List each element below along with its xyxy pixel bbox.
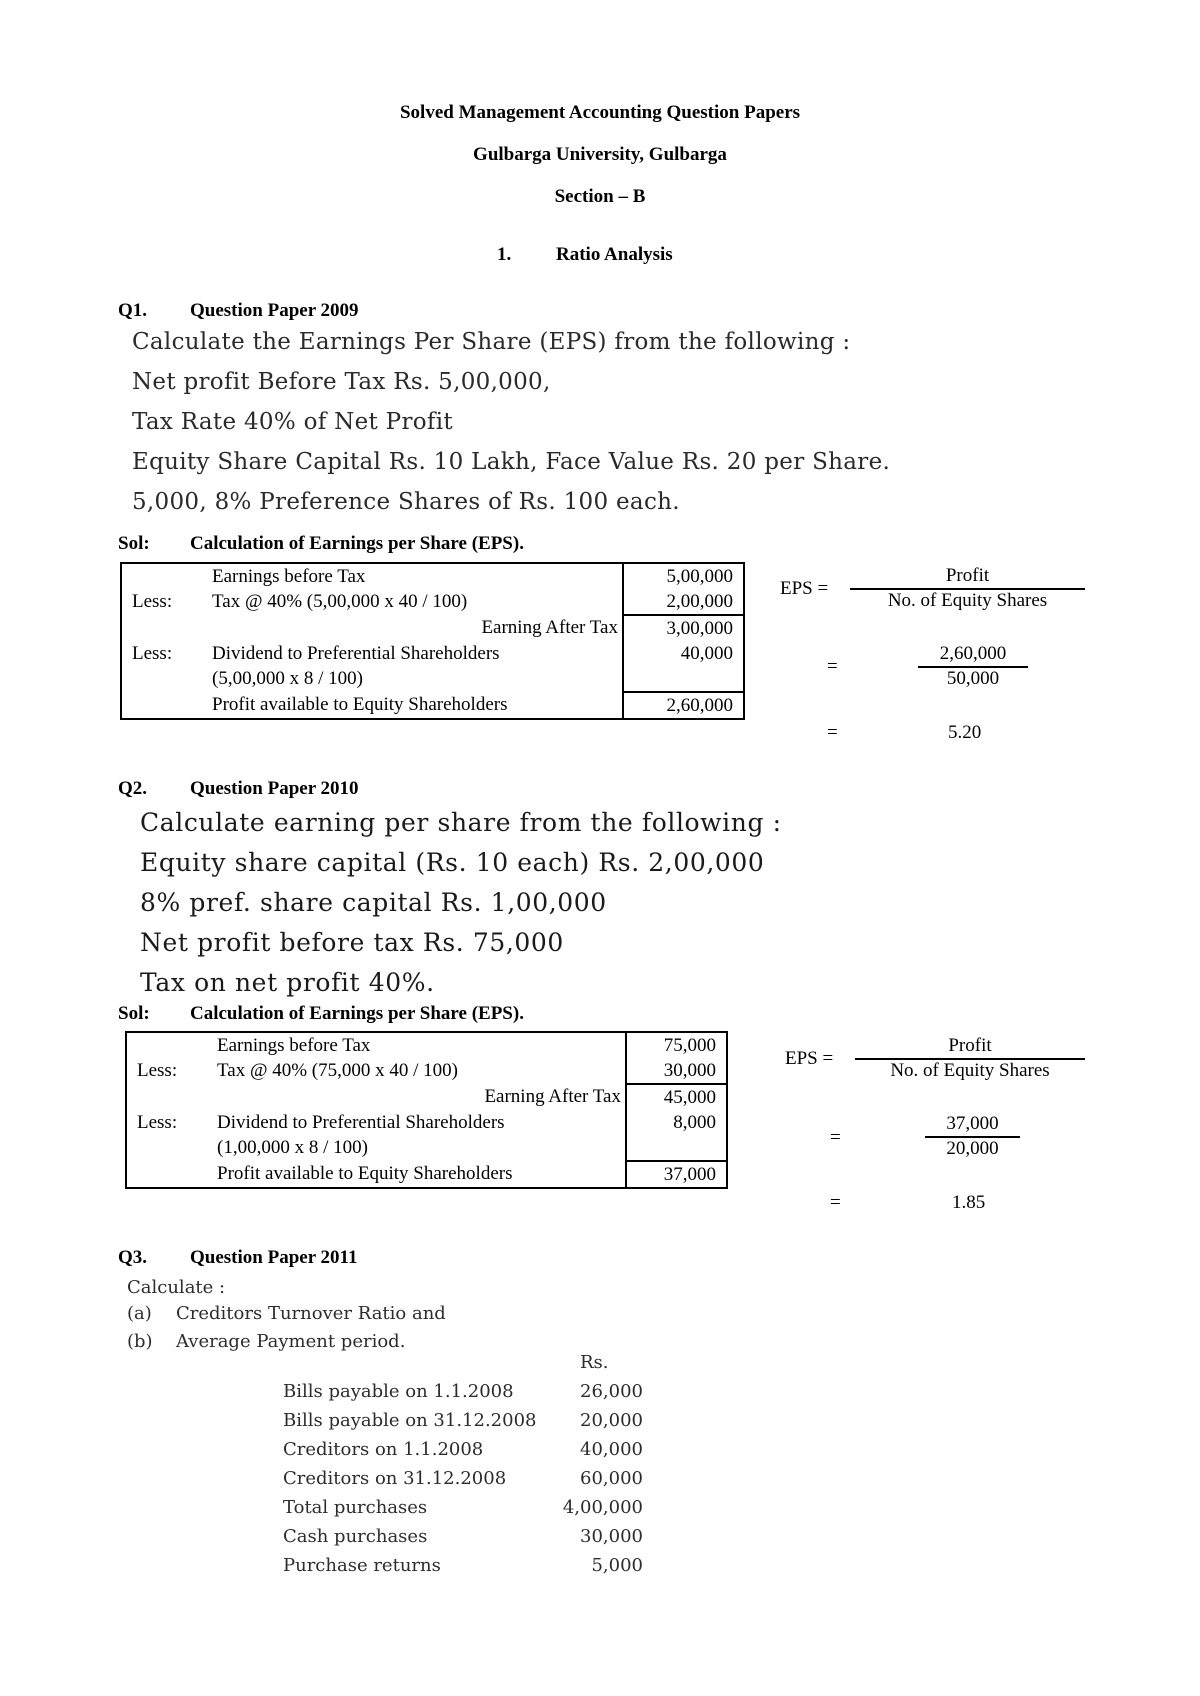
less-label (126, 1135, 213, 1161)
less-label: Less: (132, 591, 173, 612)
topic-title: Ratio Analysis (556, 244, 673, 265)
row-amount (626, 1135, 727, 1161)
q1-line: Equity Share Capital Rs. 10 Lakh, Face Value Rs. 20 per Share. (132, 449, 891, 475)
q1-title: Question Paper 2009 (190, 300, 359, 321)
q3-column-header: Rs. (580, 1352, 609, 1373)
q3-row-label: Creditors on 31.12.2008 (283, 1468, 507, 1489)
eps-label: EPS = (785, 1048, 834, 1069)
row-amount: 5,00,000 (623, 563, 744, 589)
q3-row-value: 26,000 (580, 1381, 643, 1402)
equals-sign: = (827, 722, 838, 743)
row-amount: 8,000 (626, 1110, 727, 1135)
table-row (121, 615, 744, 641)
q2-eps-table (125, 1031, 728, 1189)
equals-sign: = (827, 656, 838, 677)
q3-part-a-text: Creditors Turnover Ratio and (176, 1303, 446, 1324)
q1-sol-label: Sol: (118, 533, 150, 554)
table-row (283, 1377, 643, 1406)
less-label (121, 615, 208, 641)
q2-line: Tax on net profit 40%. (140, 968, 435, 997)
table-row (126, 1161, 727, 1188)
q3-row-value: 60,000 (580, 1468, 643, 1489)
q3-row-label: Creditors on 1.1.2008 (283, 1439, 484, 1460)
eps-numerator: Profit (850, 565, 1085, 590)
q3-row-value: 4,00,000 (562, 1497, 643, 1518)
q3-row-value: 30,000 (580, 1526, 643, 1547)
table-row (126, 1084, 727, 1110)
less-label (126, 1161, 213, 1188)
topic-number: 1. (497, 244, 512, 265)
row-description: Earning After Tax (484, 1086, 621, 1107)
q1-line: 5,000, 8% Preference Shares of Rs. 100 each. (132, 489, 680, 515)
less-label (121, 692, 208, 719)
table-row (121, 666, 744, 692)
eps-label: EPS = (780, 578, 829, 599)
q3-row-label: Purchase returns (283, 1555, 441, 1576)
university-name: Gulbarga University, Gulbarga (473, 144, 727, 165)
q2-sol-label: Sol: (118, 1003, 150, 1024)
row-amount: 40,000 (623, 641, 744, 666)
equals-sign: = (830, 1127, 841, 1148)
q1-line: Calculate the Earnings Per Share (EPS) from the following : (132, 329, 851, 355)
q2-title: Question Paper 2010 (190, 778, 359, 799)
q2-line: 8% pref. share capital Rs. 1,00,000 (140, 888, 607, 917)
row-description: Tax @ 40% (75,000 x 40 / 100) (217, 1060, 458, 1081)
eps-result: 1.85 (952, 1192, 986, 1213)
q3-row-label: Total purchases (283, 1497, 428, 1518)
row-amount: 30,000 (626, 1058, 727, 1084)
document-title: Solved Management Accounting Question Papers (399, 102, 801, 123)
eps-fraction (850, 565, 1085, 612)
table-row (283, 1522, 643, 1551)
row-amount: 2,00,000 (623, 589, 744, 615)
q3-row-value: 20,000 (580, 1410, 643, 1431)
q3-row-label: Bills payable on 1.1.2008 (283, 1381, 514, 1402)
q3-part-a-label: (a) (127, 1303, 152, 1324)
q2-line: Net profit before tax Rs. 75,000 (140, 928, 564, 957)
row-description: Dividend to Preferential Shareholders (217, 1112, 505, 1133)
less-label (121, 666, 208, 692)
row-description: Profit available to Equity Shareholders (217, 1163, 513, 1184)
q3-row-value: 40,000 (580, 1439, 643, 1460)
row-amount: 45,000 (626, 1084, 727, 1110)
table-row (121, 641, 744, 666)
row-description: Earnings before Tax (217, 1035, 371, 1056)
table-row (283, 1493, 643, 1522)
eps-fraction (855, 1035, 1085, 1082)
q3-row-value: 5,000 (591, 1555, 643, 1576)
eps-value-denominator: 20,000 (946, 1138, 999, 1159)
q1-sol-title: Calculation of Earnings per Share (EPS). (190, 533, 524, 554)
eps-value-denominator: 50,000 (946, 668, 1000, 689)
q3-data-table (283, 1377, 643, 1580)
q3-part-b-label: (b) (127, 1331, 153, 1352)
q3-row-label: Bills payable on 31.12.2008 (283, 1410, 537, 1431)
row-description: Profit available to Equity Shareholders (212, 694, 508, 715)
row-amount: 37,000 (626, 1161, 727, 1188)
row-description: Dividend to Preferential Shareholders (212, 643, 500, 664)
q2-number: Q2. (118, 778, 148, 799)
less-label (126, 1084, 213, 1110)
q1-eps-table (120, 562, 745, 720)
table-row (121, 589, 744, 615)
equals-sign: = (830, 1192, 841, 1213)
eps-denominator: No. of Equity Shares (890, 1060, 1050, 1081)
eps-fraction-values (918, 643, 1028, 690)
row-amount (623, 666, 744, 692)
table-row (283, 1406, 643, 1435)
q3-part-b-text: Average Payment period. (176, 1331, 406, 1352)
section-label: Section – B (554, 186, 646, 207)
less-label: Less: (137, 1060, 178, 1081)
table-row (121, 692, 744, 719)
q3-row-label: Cash purchases (283, 1526, 428, 1547)
eps-result: 5.20 (948, 722, 982, 743)
q1-line: Tax Rate 40% of Net Profit (132, 409, 453, 435)
table-row (126, 1135, 727, 1161)
table-row (283, 1464, 643, 1493)
row-description: Earnings before Tax (212, 566, 366, 587)
q3-calculate: Calculate : (127, 1277, 226, 1298)
less-label (126, 1032, 213, 1058)
table-row (126, 1032, 727, 1058)
row-description: (5,00,000 x 8 / 100) (212, 668, 363, 689)
q3-number: Q3. (118, 1247, 148, 1268)
table-row (126, 1110, 727, 1135)
less-label (121, 563, 208, 589)
less-label: Less: (137, 1112, 178, 1133)
row-amount: 75,000 (626, 1032, 727, 1058)
eps-numerator: Profit (855, 1035, 1085, 1060)
q1-number: Q1. (118, 300, 148, 321)
table-row (283, 1551, 643, 1580)
row-amount: 2,60,000 (623, 692, 744, 719)
row-description: Tax @ 40% (5,00,000 x 40 / 100) (212, 591, 468, 612)
table-row (283, 1435, 643, 1464)
less-label: Less: (132, 643, 173, 664)
q1-line: Net profit Before Tax Rs. 5,00,000, (132, 369, 551, 395)
row-amount: 3,00,000 (623, 615, 744, 641)
q2-line: Calculate earning per share from the following : (140, 808, 782, 837)
q3-title: Question Paper 2011 (190, 1247, 358, 1268)
eps-fraction-values (925, 1113, 1020, 1160)
eps-value-numerator: 2,60,000 (918, 643, 1028, 668)
table-row (126, 1058, 727, 1084)
row-description: (1,00,000 x 8 / 100) (217, 1137, 368, 1158)
q2-line: Equity share capital (Rs. 10 each) Rs. 2,00,000 (140, 848, 765, 877)
eps-denominator: No. of Equity Shares (887, 590, 1048, 611)
row-description: Earning After Tax (481, 617, 618, 638)
eps-value-numerator: 37,000 (925, 1113, 1020, 1138)
q2-sol-title: Calculation of Earnings per Share (EPS). (190, 1003, 524, 1024)
table-row (121, 563, 744, 589)
